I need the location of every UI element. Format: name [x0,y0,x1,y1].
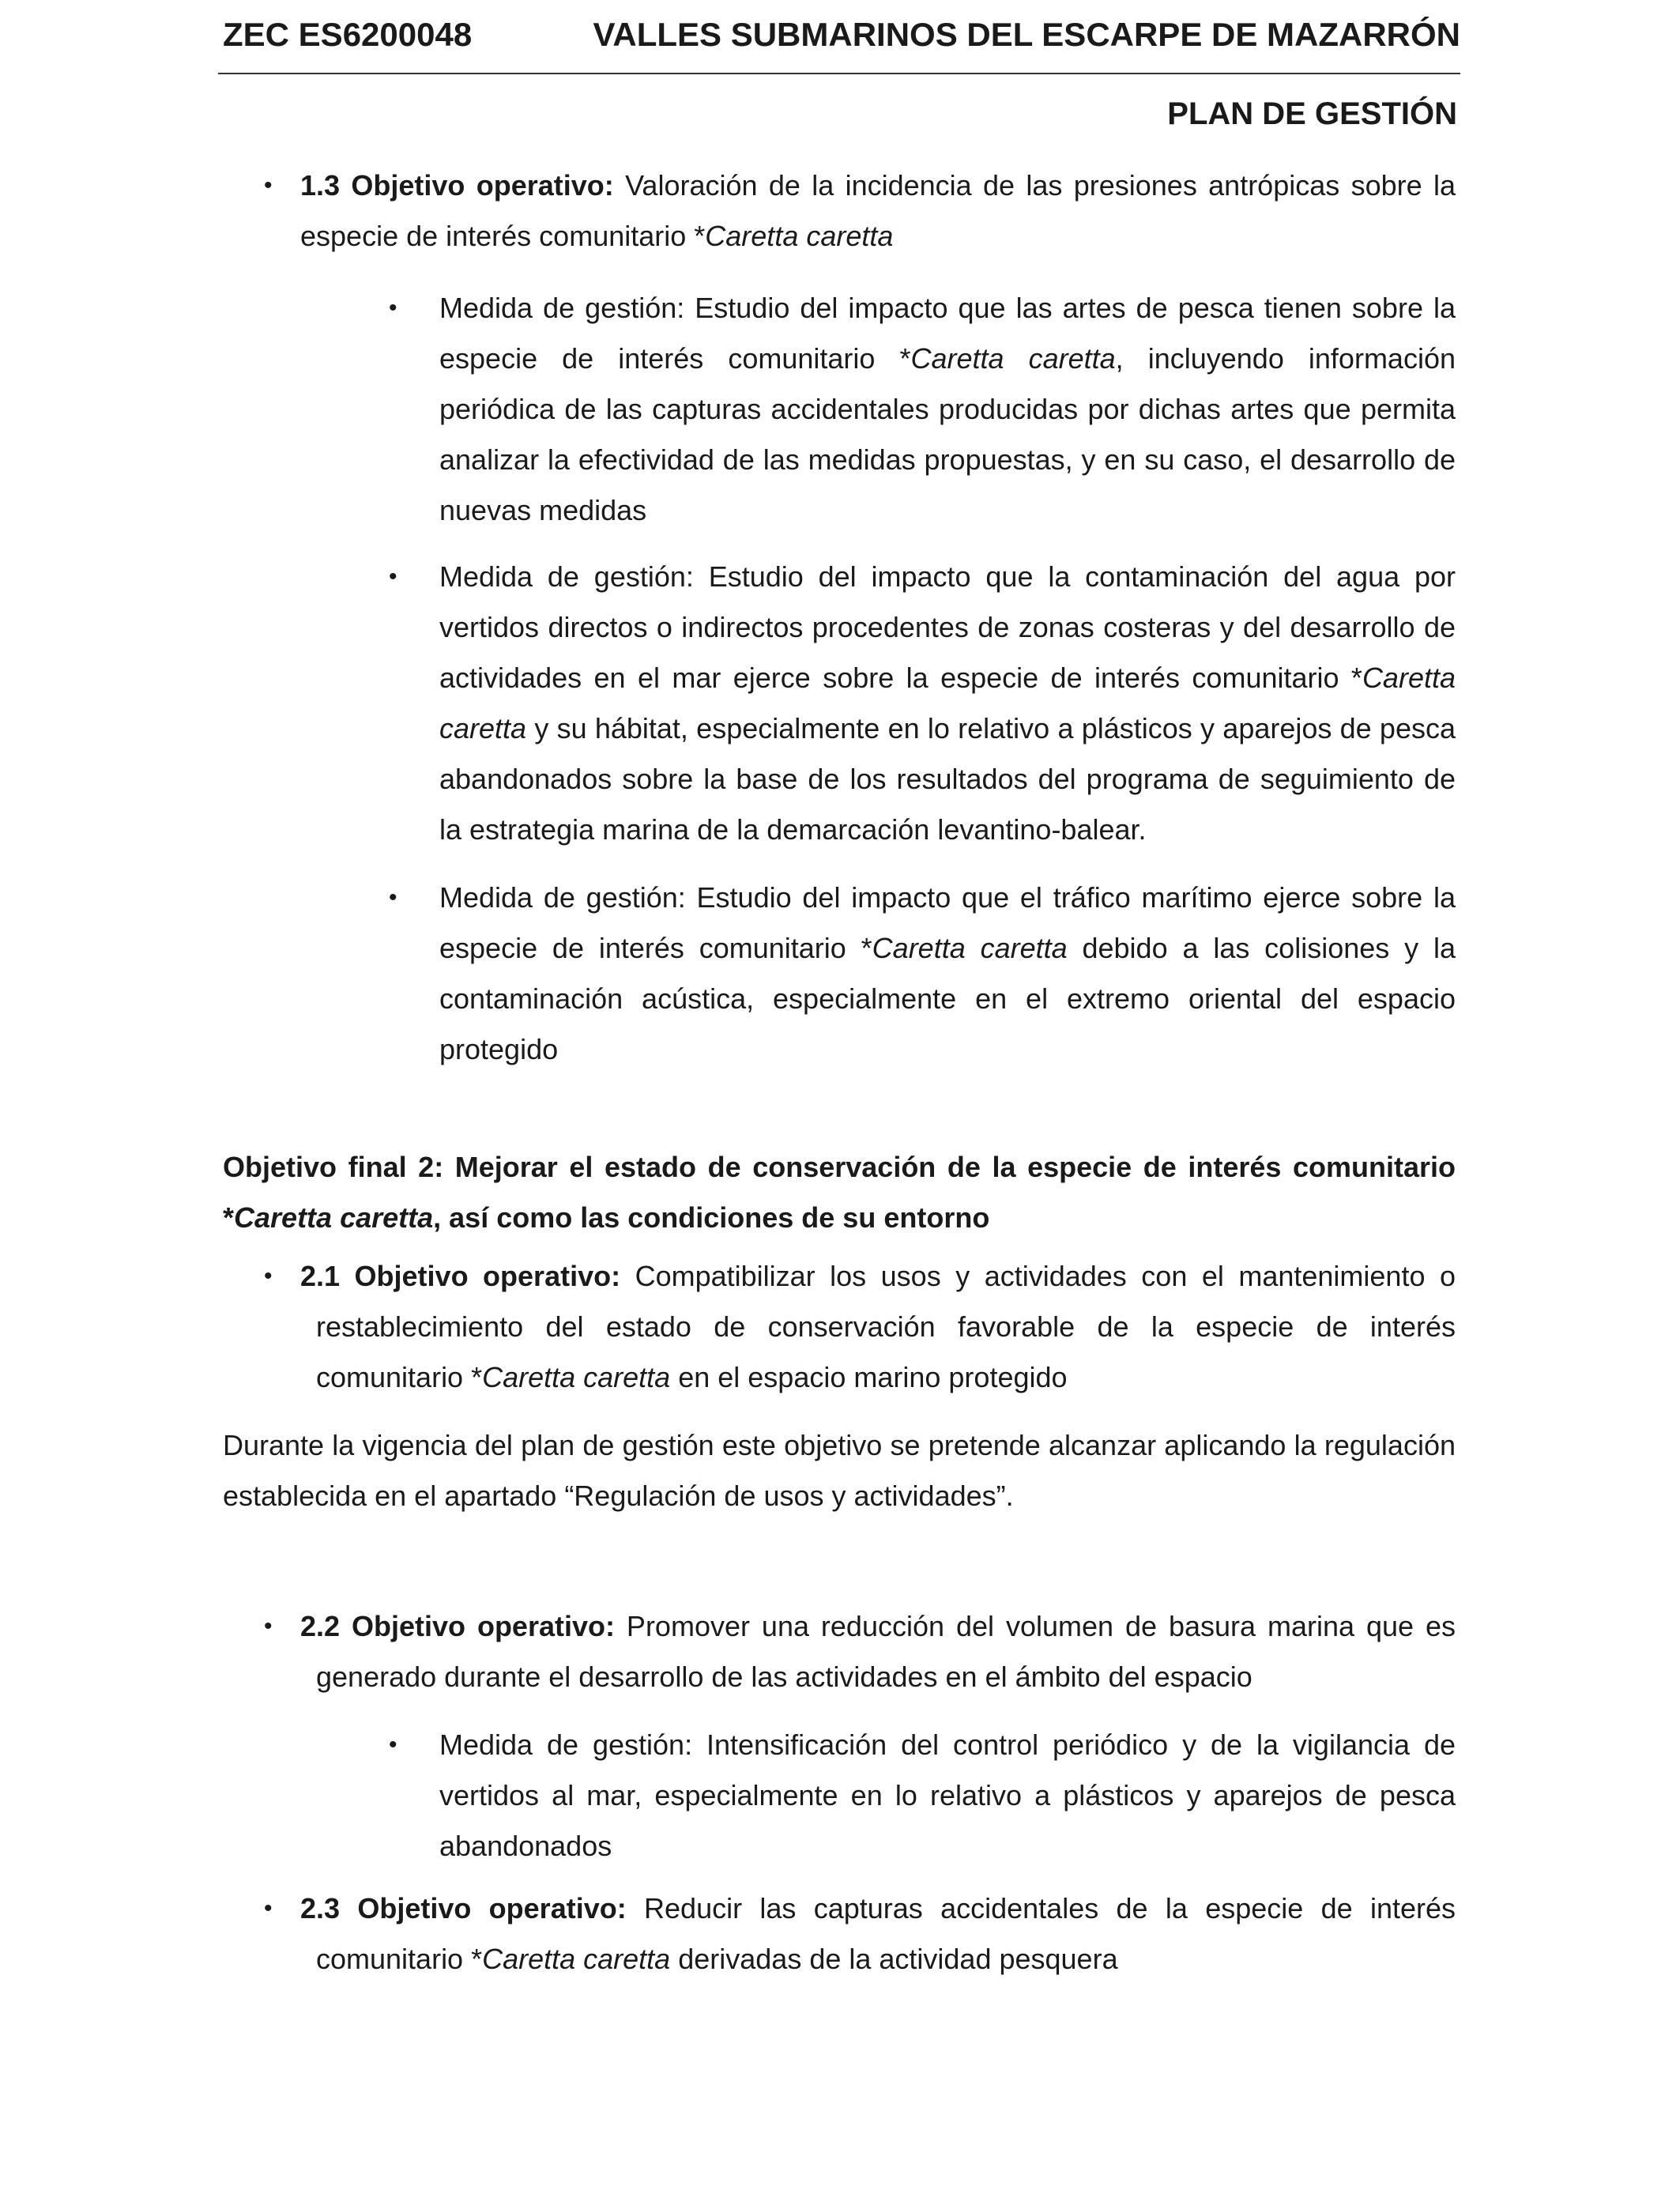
measure-text-end: y su hábitat, especialmente en lo relativo a plásticos y aparejos de pesca abandonados sobre la base de los resultados del programa de seguimiento de la estrategia marina de la demarcación levantino-balear. [439,712,1456,846]
objective-2-1-number: 2.1 Objetivo operativo: [300,1260,621,1292]
objective-1-3 [300,160,1456,262]
measure-species: Caretta caretta [872,932,1068,964]
objective-2-1-text-end: en el espacio marino protegido [670,1361,1068,1393]
objective-1-3-number: 1.3 Objetivo operativo: [300,169,614,202]
measure-text-end: , incluyendo información periódica de las capturas accidentales producidas por dichas artes que permita analizar la efectividad de las medidas propuestas, y en su caso, el desarrollo de nuevas medidas [439,342,1456,526]
measure-species: Caretta caretta [439,662,1456,745]
objective-2-1-text: Compatibilizar los usos y actividades con el mantenimiento o restablecimiento del estado de conservación favorable de la especie de interés comunitario * [316,1260,1456,1393]
final-objective-species: Caretta caretta [234,1201,434,1234]
measure-1-3-a [439,283,1456,536]
document-subtitle: PLAN DE GESTIÓN [1167,96,1457,131]
objective-2-3-number: 2.3 Objetivo operativo: [300,1892,627,1924]
site-code: ZEC ES6200048 [223,16,473,53]
bullet-icon: • [264,172,273,198]
site-name: VALLES SUBMARINOS DEL ESCARPE DE MAZARRÓN [593,16,1460,53]
bullet-icon: • [264,1263,273,1289]
bullet-icon: • [389,564,397,590]
measure-species: Caretta caretta [910,342,1116,375]
objective-1-3-species: Caretta caretta [705,220,894,252]
objective-2-1 [300,1251,1456,1403]
page-header [218,11,1460,58]
measure-2-2: Medida de gestión: Intensificación del control periódico y de la vigilancia de vertidos al mar, especialmente en lo relativo a plásticos y aparejos de pesca abandonados [439,1728,1456,1862]
final-objective-text-end: , así como las condiciones de su entorno [433,1201,990,1234]
measure-text-end: debido a las colisiones y la contaminación acústica, especialmente en el extremo oriental del espacio protegido [439,932,1456,1065]
objective-2-3-text-end: derivadas de la actividad pesquera [670,1943,1118,1975]
measure-text: Medida de gestión: Estudio del impacto que el tráfico marítimo ejerce sobre la especie de interés comunitario * [439,881,1456,964]
measure-text: Medida de gestión: Estudio del impacto que la contaminación del agua por vertidos directos o indirectos procedentes de zonas costeras y del desarrollo de actividades en el mar ejerce sobre la especie de interés comunitario * [439,560,1456,694]
bullet-icon: • [389,884,397,910]
header-rule [218,73,1460,74]
body-paragraph: Durante la vigencia del plan de gestión este objetivo se pretende alcanzar aplicando la regulación establecida en el apartado “Regulación de usos y actividades”. [223,1429,1456,1512]
objective-2-2 [300,1601,1456,1702]
objective-2-3-text: Reducir las capturas accidentales de la especie de interés comunitario * [316,1892,1456,1975]
objective-2-2-number: 2.2 Objetivo operativo: [300,1610,615,1642]
measure-1-3-c [439,873,1456,1075]
measure-1-3-b [439,552,1456,855]
objective-1-3-text: Valoración de la incidencia de las presiones antrópicas sobre la especie de interés comunitario * [300,169,1456,252]
objective-2-2-text: Promover una reducción del volumen de basura marina que es generado durante el desarrollo de las actividades en el ámbito del espacio [316,1610,1456,1693]
bullet-icon: • [389,1732,397,1758]
bullet-icon: • [264,1895,273,1921]
final-objective-text: Objetivo final 2: Mejorar el estado de conservación de la especie de interés comunitario * [223,1151,1456,1234]
bullet-icon: • [389,295,397,321]
objective-2-3 [300,1883,1456,1985]
objective-2-1-species: Caretta caretta [482,1361,671,1393]
objective-2-3-species: Caretta caretta [482,1943,671,1975]
final-objective-2 [223,1142,1456,1243]
measure-text: Medida de gestión: Estudio del impacto que las artes de pesca tienen sobre la especie de interés comunitario * [439,292,1456,375]
bullet-icon: • [264,1613,273,1639]
